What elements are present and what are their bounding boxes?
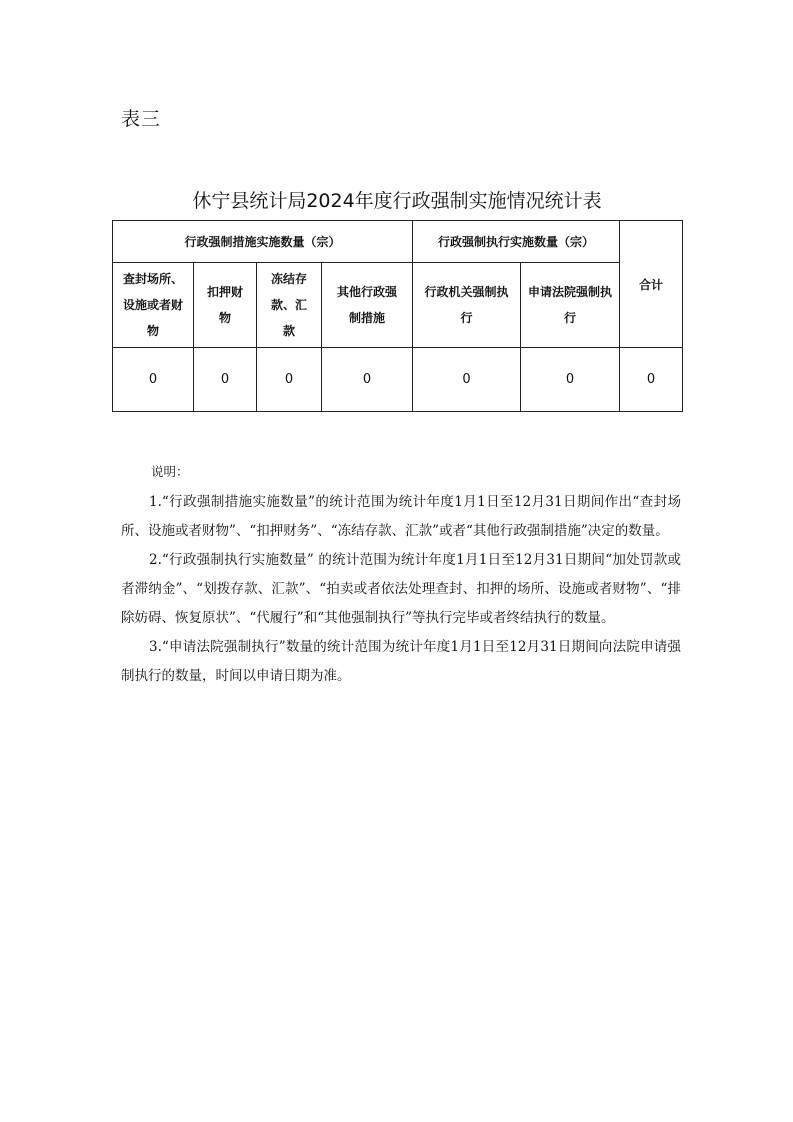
value-cell: 0 (521, 348, 620, 412)
group-header-row (113, 221, 683, 263)
notes-heading: 说明： (151, 464, 189, 479)
value-cell: 0 (413, 348, 521, 412)
column-header-other-measures: 其他行政强制措施 (322, 263, 413, 348)
note-item: 3.“申请法院强制执行”数量的统计范围为统计年度1月1日至12月31日期间向法院申请强制执行的数量，时间以申请日期为准。 (121, 639, 681, 684)
column-header-seize: 扣押财物 (194, 263, 257, 348)
column-header-seal: 查封场所、设施或者财物 (113, 263, 194, 348)
value-cell: 0 (113, 348, 194, 412)
note-item: 2.“行政强制执行实施数量” 的统计范围为统计年度1月1日至12月31日期间“加处罚款或者滞纳金”、“划拨存款、汇款”、“拍卖或者依法处理查封、扣押的场所、设施或者财物”、“排除妨碍、恢复原状”、“代履行”和“其他强制执行”等执行完毕或者终结执行的数量。 (121, 552, 681, 626)
total-value-cell: 0 (620, 348, 683, 412)
column-header-agency-enforcement: 行政机关强制执行 (413, 263, 521, 348)
value-cell: 0 (194, 348, 257, 412)
group-header-enforcement: 行政强制执行实施数量（宗） (413, 221, 620, 263)
group-header-measures: 行政强制措施实施数量（宗） (113, 221, 413, 263)
column-header-row (113, 263, 683, 348)
column-header-court-enforcement: 申请法院强制执行 (521, 263, 620, 348)
column-header-freeze: 冻结存款、汇款 (257, 263, 322, 348)
document-label: 表三 (121, 108, 162, 130)
statistics-table (112, 220, 683, 412)
table-title: 休宁县统计局2024年度行政强制实施情况统计表 (192, 190, 602, 212)
value-cell: 0 (257, 348, 322, 412)
note-item: 1.“行政强制措施实施数量”的统计范围为统计年度1月1日至12月31日期间作出“查封场所、设施或者财物”、“扣押财务”、“冻结存款、汇款”或者“其他行政强制措施”决定的数量。 (121, 494, 681, 539)
value-cell: 0 (322, 348, 413, 412)
table-row (113, 348, 683, 412)
total-header: 合计 (620, 221, 683, 348)
notes-section (121, 462, 681, 691)
